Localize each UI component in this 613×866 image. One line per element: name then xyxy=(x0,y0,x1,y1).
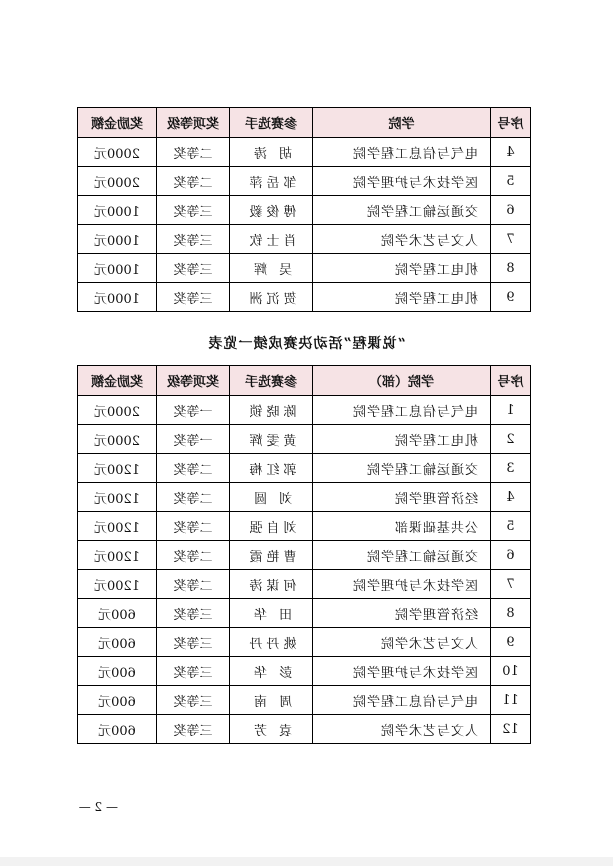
cell-college: 经济管理学院 xyxy=(313,599,491,628)
cell-award-level: 二等奖 xyxy=(157,483,230,512)
table-row xyxy=(78,512,531,541)
cell-contestant: 肖士钦 xyxy=(230,225,313,254)
cell-contestant: 何谋涛 xyxy=(230,570,313,599)
cell-award-level: 三等奖 xyxy=(157,254,230,283)
cell-contestant: 吴 辉 xyxy=(230,254,313,283)
cell-award-level: 二等奖 xyxy=(157,454,230,483)
cell-award-amount: 1000元 xyxy=(78,254,157,283)
cell-index: 9 xyxy=(491,628,531,657)
cell-index: 3 xyxy=(491,454,531,483)
cell-award-level: 二等奖 xyxy=(157,541,230,570)
cell-college: 交通运输工程学院 xyxy=(313,454,491,483)
cell-contestant: 刘 圆 xyxy=(230,483,313,512)
cell-award-amount: 600元 xyxy=(78,657,157,686)
cell-award-level: 二等奖 xyxy=(157,512,230,541)
cell-college: 人文与艺术学院 xyxy=(313,715,491,744)
table-row xyxy=(78,686,531,715)
header-college: 学院 xyxy=(313,108,491,138)
cell-college: 人文与艺术学院 xyxy=(313,628,491,657)
header-award-amount: 奖励金额 xyxy=(78,366,157,396)
cell-index: 10 xyxy=(491,657,531,686)
header-contestant: 参赛选手 xyxy=(230,108,313,138)
cell-index: 7 xyxy=(491,570,531,599)
cell-contestant: 贺沉洲 xyxy=(230,283,313,312)
cell-contestant: 邹岳萍 xyxy=(230,167,313,196)
cell-contestant: 曹艳霞 xyxy=(230,541,313,570)
cell-index: 11 xyxy=(491,686,531,715)
cell-index: 6 xyxy=(491,541,531,570)
cell-college: 电气与信息工程学院 xyxy=(313,686,491,715)
table-row xyxy=(78,715,531,744)
cell-award-amount: 600元 xyxy=(78,715,157,744)
cell-college: 电气与信息工程学院 xyxy=(313,138,491,167)
cell-index: 1 xyxy=(491,396,531,425)
cell-contestant: 袁 芳 xyxy=(230,715,313,744)
table-row xyxy=(78,541,531,570)
table-row xyxy=(78,570,531,599)
header-award-level: 奖项等级 xyxy=(157,108,230,138)
table-row xyxy=(78,396,531,425)
table-row xyxy=(78,167,531,196)
table-row xyxy=(78,225,531,254)
table-row xyxy=(78,138,531,167)
cell-contestant: 陈晓锁 xyxy=(230,396,313,425)
cell-index: 5 xyxy=(491,512,531,541)
cell-award-amount: 1200元 xyxy=(78,512,157,541)
cell-index: 5 xyxy=(491,167,531,196)
cell-college: 交通运输工程学院 xyxy=(313,541,491,570)
cell-college: 医学技术与护理学院 xyxy=(313,657,491,686)
cell-index: 4 xyxy=(491,483,531,512)
cell-contestant: 黄雯辉 xyxy=(230,425,313,454)
header-award-amount: 奖励金额 xyxy=(78,108,157,138)
cell-award-amount: 600元 xyxy=(78,628,157,657)
table-row xyxy=(78,454,531,483)
cell-award-amount: 1200元 xyxy=(78,454,157,483)
cell-award-amount: 600元 xyxy=(78,686,157,715)
cell-award-level: 三等奖 xyxy=(157,628,230,657)
cell-index: 9 xyxy=(491,283,531,312)
cell-award-level: 二等奖 xyxy=(157,167,230,196)
cell-award-amount: 1200元 xyxy=(78,541,157,570)
cell-college: 经济管理学院 xyxy=(313,483,491,512)
cell-index: 6 xyxy=(491,196,531,225)
cell-award-level: 三等奖 xyxy=(157,283,230,312)
cell-award-amount: 2000元 xyxy=(78,167,157,196)
table-row xyxy=(78,599,531,628)
cell-award-amount: 1000元 xyxy=(78,283,157,312)
cell-award-level: 三等奖 xyxy=(157,686,230,715)
page-number: — 2 — xyxy=(78,800,118,814)
cell-college: 医学技术与护理学院 xyxy=(313,167,491,196)
cell-award-amount: 2000元 xyxy=(78,138,157,167)
table-row xyxy=(78,628,531,657)
cell-contestant: 周 南 xyxy=(230,686,313,715)
cell-award-level: 二等奖 xyxy=(157,570,230,599)
header-award-level: 奖项等级 xyxy=(157,366,230,396)
cell-contestant: 姚丹丹 xyxy=(230,628,313,657)
cell-award-amount: 2000元 xyxy=(78,425,157,454)
header-college: 学院（部） xyxy=(313,366,491,396)
table-header-row xyxy=(78,108,531,138)
cell-index: 7 xyxy=(491,225,531,254)
table-row xyxy=(78,657,531,686)
cell-award-level: 三等奖 xyxy=(157,196,230,225)
cell-contestant: 田 华 xyxy=(230,599,313,628)
page-edge xyxy=(0,857,613,866)
cell-award-amount: 2000元 xyxy=(78,396,157,425)
cell-award-amount: 1200元 xyxy=(78,483,157,512)
cell-index: 2 xyxy=(491,425,531,454)
cell-award-amount: 1000元 xyxy=(78,196,157,225)
cell-award-level: 三等奖 xyxy=(157,657,230,686)
cell-contestant: 刘自强 xyxy=(230,512,313,541)
cell-college: 机电工程学院 xyxy=(313,283,491,312)
table-header-row xyxy=(78,366,531,396)
cell-college: 机电工程学院 xyxy=(313,425,491,454)
cell-contestant: 傅俊毅 xyxy=(230,196,313,225)
cell-award-level: 一等奖 xyxy=(157,425,230,454)
award-table-2 xyxy=(77,365,531,744)
cell-award-level: 二等奖 xyxy=(157,138,230,167)
cell-contestant: 郭红梅 xyxy=(230,454,313,483)
table-row xyxy=(78,196,531,225)
cell-contestant: 彭 华 xyxy=(230,657,313,686)
award-table-1 xyxy=(77,107,531,312)
cell-index: 8 xyxy=(491,254,531,283)
table-row xyxy=(78,483,531,512)
cell-index: 12 xyxy=(491,715,531,744)
cell-award-level: 三等奖 xyxy=(157,225,230,254)
cell-award-amount: 1000元 xyxy=(78,225,157,254)
cell-college: 人文与艺术学院 xyxy=(313,225,491,254)
table-row xyxy=(78,283,531,312)
header-index: 序号 xyxy=(491,366,531,396)
cell-award-level: 三等奖 xyxy=(157,599,230,628)
cell-index: 4 xyxy=(491,138,531,167)
cell-award-level: 三等奖 xyxy=(157,715,230,744)
cell-award-level: 一等奖 xyxy=(157,396,230,425)
header-contestant: 参赛选手 xyxy=(230,366,313,396)
table-row xyxy=(78,425,531,454)
cell-college: 机电工程学院 xyxy=(313,254,491,283)
cell-award-amount: 1200元 xyxy=(78,570,157,599)
cell-college: 电气与信息工程学院 xyxy=(313,396,491,425)
cell-college: 公共基础课部 xyxy=(313,512,491,541)
header-index: 序号 xyxy=(491,108,531,138)
cell-award-amount: 600元 xyxy=(78,599,157,628)
table-2-title: “说课程”活动决赛成绩一览表 xyxy=(207,336,406,352)
cell-college: 医学技术与护理学院 xyxy=(313,570,491,599)
cell-college: 交通运输工程学院 xyxy=(313,196,491,225)
cell-contestant: 胡 涛 xyxy=(230,138,313,167)
table-row xyxy=(78,254,531,283)
cell-index: 8 xyxy=(491,599,531,628)
